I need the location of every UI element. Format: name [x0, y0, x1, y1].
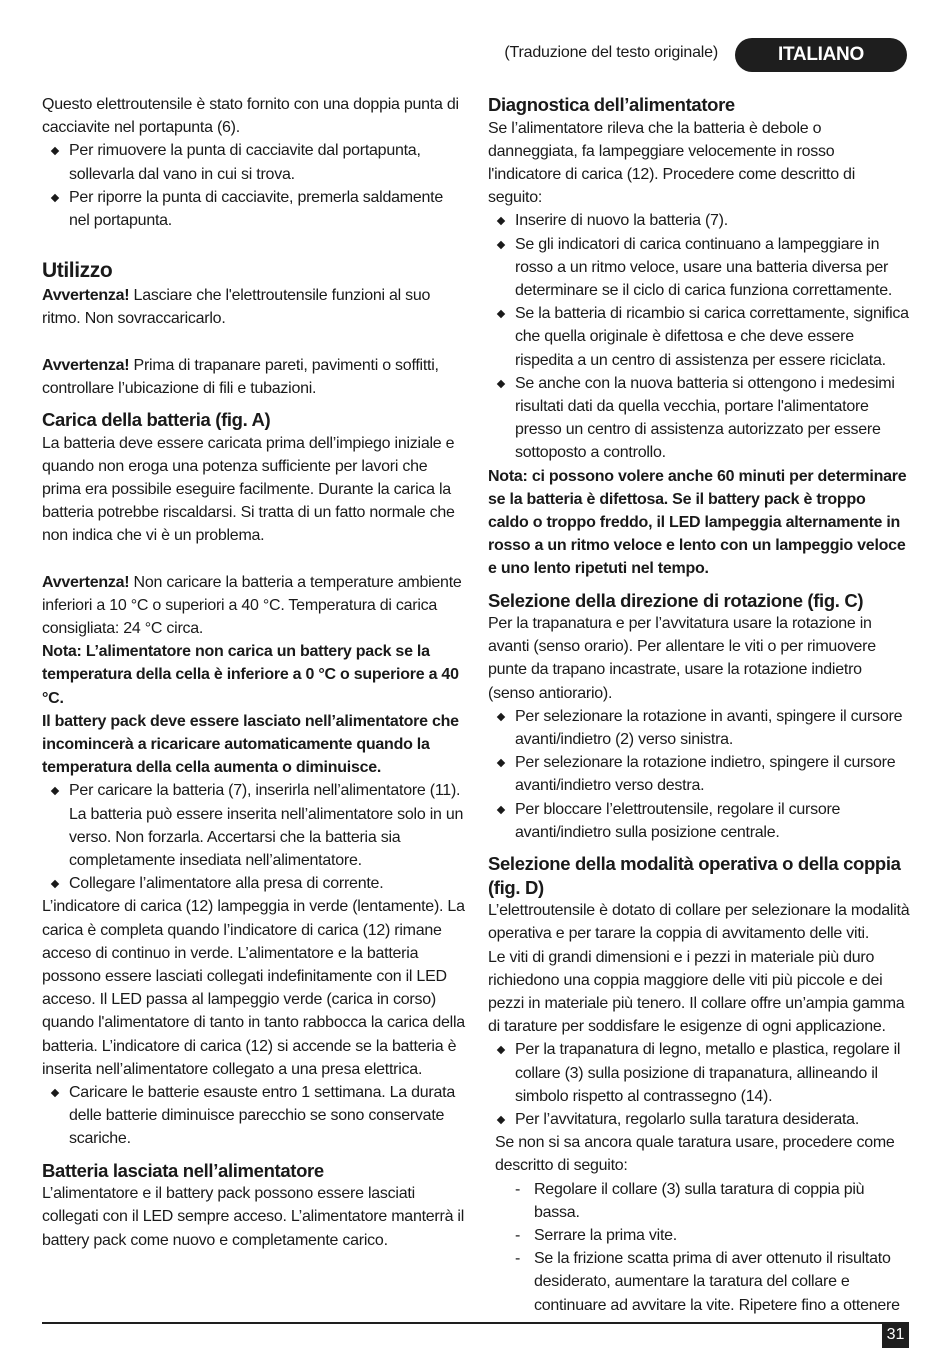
list-item: Se gli indicatori di carica continuano a lampeggiare in rosso a un ritmo veloce, usare una batteria diversa per determinare se il ciclo di carica funziona correttamente. — [488, 233, 910, 303]
list-item: Per caricare la batteria (7), inserirla nell’alimentatore (11). La batteria può essere inserita nell’alimentatore solo in un verso. Non forzarla. Accertarsi che la batteria sia completamente insediata nell’alimentatore. — [42, 779, 466, 872]
list-item: Per selezionare la rotazione indietro, spingere il cursore avanti/indietro verso destra. — [488, 751, 910, 797]
list-item: Per bloccare l’elettroutensile, regolare il cursore avanti/indietro sulla posizione centrale. — [488, 798, 910, 844]
diagnostics-note: Nota: ci possono volere anche 60 minuti per determinare se la batteria è difettosa. Se il battery pack è troppo caldo o troppo freddo, il LED lampeggia alternamente in rosso a un ritmo veloce e lento con un lampeggio veloce e uno lento ripetuti nel tempo. — [488, 467, 907, 578]
procedure-intro: Se non si sa ancora quale taratura usare, procedere come descritto di seguito: — [495, 1134, 895, 1175]
language-badge: ITALIANO — [735, 38, 907, 72]
storage-bullet-list — [42, 1081, 466, 1151]
torque-paragraph: Le viti di grandi dimensioni e i pezzi in materiale più duro richiedono una coppia maggiore delle viti più piccole e dei pezzi in materiale più tenero. Il collare offre un’ampia gamma di tarature per soddisfare le esigenze di ogni applicazione. — [488, 948, 905, 1036]
section-title-charger-diagnostics: Diagnostica dell’alimentatore — [488, 94, 735, 115]
list-item: - Se la frizione scatta prima di aver ottenuto il risultato desiderato, aumentare la taratura del collare e continuare ad avvitare la vite. Ripetere fino a ottenere — [515, 1247, 910, 1317]
battery-left-paragraph: L’alimentatore e il battery pack possono essere lasciati collegati con il LED sempre acceso. L’alimentatore manterrà il battery pack come nuovo e completamente carico. — [42, 1185, 465, 1249]
leave-in-charger-note: Il battery pack deve essere lasciato nell’alimentatore che incomincerà a ricaricare automaticamente quando la temperatura della cella aumenta o diminuisce. — [42, 712, 459, 777]
charging-indicator-paragraph: L’indicatore di carica (12) lampeggia in verde (lentamente). La carica è completa quando l’indicatore di carica (12) rimane acceso di continuo in verde. L’alimentatore e la batteria possono essere lasciati collegati indefinitamente con il LED acceso. Il LED passa al lampeggio verde (carica in corso) quando l'alimentatore di tanto in tanto rabbocca la carica della batteria. L’indicatore di carica (12) si accende se la batteria è inserita nell’alimentatore collegato a una presa elettrica. — [42, 898, 465, 1078]
warning-paragraph — [42, 284, 466, 330]
warning-label: Avvertenza! — [42, 287, 130, 305]
list-item: Per rimuovere la punta di cacciavite dal portapunta, sollevarla dal vano in cui si trova. — [42, 139, 466, 185]
intro-bullet-list — [42, 139, 466, 232]
intro-paragraph: Questo elettroutensile è stato fornito con una doppia punta di cacciavite nel portapunta (6). — [42, 96, 459, 137]
warning-text: Prima di trapanare pareti, pavimenti o soffitti, controllare l’ubicazione di fili e tubazioni. — [42, 356, 439, 397]
diagnostics-paragraph: Se l’alimentatore rileva che la batteria è debole o danneggiata, fa lampeggiare velocemente in rosso l'indicatore di carica (12). Procedere come descritto di seguito: — [488, 119, 855, 207]
temperature-note: Nota: L’alimentatore non carica un battery pack se la temperatura della cella è inferiore a 0 °C o superiore a 40 °C. — [42, 643, 459, 707]
list-item: Se anche con la nuova batteria si ottengono i medesimi risultati dati da quella vecchia, portare l'alimentatore presso un centro di assistenza autorizzato per essere sottoposto a controllo. — [488, 372, 910, 465]
right-column — [488, 93, 910, 1317]
list-item: Se la batteria di ricambio si carica correttamente, significa che quella originale è difettosa e che deve essere rispedita a un centro di assistenza per essere riciclata. — [488, 302, 910, 372]
translation-note: (Traduzione del testo originale) — [504, 44, 718, 61]
footer-rule — [42, 1322, 909, 1324]
rotation-bullet-list — [488, 705, 910, 844]
page-number: 31 — [882, 1322, 909, 1348]
warning-text: Non caricare la batteria a temperature ambiente inferiori a 10 °C o superiori a 40 °C. Temperatura di carica consigliata: 24 °C circa. — [42, 573, 462, 637]
list-item: - Serrare la prima vite. — [515, 1224, 910, 1247]
section-title-battery-left-in-charger: Batteria lasciata nell’alimentatore — [42, 1159, 324, 1181]
list-item: Caricare le batterie esauste entro 1 settimana. La durata delle batterie diminuisce parecchio se sono conservate scariche. — [42, 1081, 466, 1151]
left-column — [42, 93, 466, 1252]
list-item: Per la trapanatura di legno, metallo e plastica, regolare il collare (3) sulla posizione di trapanatura, allineando il simbolo rispetto al contrassegno (14). — [488, 1038, 910, 1108]
list-item: - Regolare il collare (3) sulla taratura di coppia più bassa. — [515, 1178, 910, 1224]
section-title-charging: Carica della batteria (fig. A) — [42, 409, 271, 431]
mode-bullet-list — [488, 1038, 910, 1131]
list-item: Per selezionare la rotazione in avanti, spingere il cursore avanti/indietro (2) verso sinistra. — [488, 705, 910, 751]
list-item: Per l’avvitatura, regolarlo sulla taratura desiderata. — [488, 1108, 910, 1131]
list-item: Inserire di nuovo la batteria (7). — [488, 209, 910, 232]
list-item: Per riporre la punta di cacciavite, premerla saldamente nel portapunta. — [42, 186, 466, 232]
section-title-utilizzo: Utilizzo — [42, 259, 113, 283]
mode-paragraph: L’elettroutensile è dotato di collare per selezionare la modalità operativa e per tarare la coppia di avvitamento delle viti. — [488, 902, 910, 943]
warning-label: Avvertenza! — [42, 356, 130, 374]
section-title-mode-torque: Selezione della modalità operativa o della coppia (fig. D) — [488, 853, 901, 898]
warning-paragraph — [42, 571, 466, 641]
charging-paragraph: La batteria deve essere caricata prima dell’impiego iniziale e quando non eroga una potenza sufficiente per lavori che prima era possibile eseguire facilmente. Durante la carica la batteria potrebbe riscaldarsi. Si tratta di un fatto normale che non indica che vi è un problema. — [42, 434, 455, 545]
list-item: Collegare l’alimentatore alla presa di corrente. — [42, 872, 466, 895]
warning-label: Avvertenza! — [42, 573, 130, 591]
diagnostics-bullet-list — [488, 209, 910, 464]
charging-bullet-list — [42, 779, 466, 895]
warning-text: Lasciare che l'elettroutensile funzioni al suo ritmo. Non sovraccaricarlo. — [42, 287, 431, 328]
warning-paragraph — [42, 354, 466, 400]
section-title-rotation-direction: Selezione della direzione di rotazione (fig. C) — [488, 589, 864, 611]
procedure-step-list — [488, 1178, 910, 1317]
rotation-paragraph: Per la trapanatura e per l’avvitatura usare la rotazione in avanti (senso orario). Per allentare le viti o per rimuovere punte da trapano incastrate, usare la rotazione indietro (senso antiorario). — [488, 615, 876, 702]
